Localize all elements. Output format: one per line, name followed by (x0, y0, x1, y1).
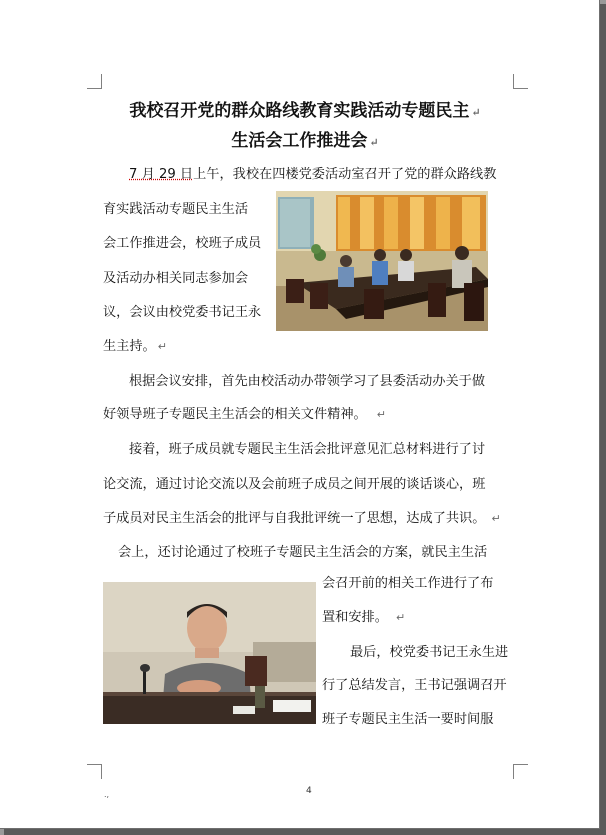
para1-line4: 及活动办相关同志参加会 (103, 271, 249, 286)
para5-line3: 班子专题民主生活一要时间服 (322, 712, 494, 727)
para3-line3 (103, 509, 501, 529)
paragraph-mark: ↵ (491, 512, 501, 525)
crop-mark-top-left (87, 74, 102, 89)
meeting-room-photo (276, 191, 488, 331)
title-text-1: 我校召开党的群众路线教育实践活动专题民主 (129, 101, 470, 121)
title-line-1 (100, 96, 510, 121)
para1-line6 (103, 337, 167, 357)
para2-line1: 根据会议安排，首先由校活动办带领学习了县委活动办关于做 (129, 374, 486, 389)
title-line-2 (100, 126, 510, 151)
para1-line1 (129, 165, 496, 185)
para4-line1: 会上，还讨论通过了校班子专题民主生活会的方案，就民主生活 (118, 545, 488, 560)
para1-line5: 议，会议由校党委书记王永 (103, 305, 262, 320)
paragraph-mark: ↵ (395, 611, 406, 624)
crop-mark-bottom-left (87, 764, 102, 779)
paragraph-mark: ↵ (376, 408, 386, 421)
title-text-2: 生活会工作推进会 (231, 131, 368, 151)
para1-line2: 育实践活动专题民主生活 (103, 202, 249, 217)
secretary-speaking-photo (103, 582, 316, 724)
para4-line2: 会召开前的相关工作进行了布 (322, 576, 494, 591)
para1-line6-text: 生主持。 (103, 339, 156, 354)
page-number: 4 (306, 786, 312, 796)
para2-line2-text: 好领导班子专题民主生活会的相关文件精神。 (103, 407, 367, 422)
para2-line2 (103, 405, 386, 425)
page-shadow-bottom (4, 829, 606, 835)
para5-line2: 行了总结发言，王书记强调召开 (322, 678, 507, 693)
para1-line3: 会工作推进会，校班子成员 (103, 236, 262, 251)
paragraph-mark: ↵ (369, 136, 379, 149)
crop-mark-bottom-right (513, 764, 528, 779)
page-shadow-right (600, 4, 606, 835)
para5-line1: 最后，校党委书记王永生进 (350, 645, 509, 660)
para3-line1: 接着，班子成员就专题民主生活会批评意见汇总材料进行了讨 (129, 442, 486, 457)
paragraph-mark: ↵ (157, 340, 167, 353)
paragraph-mark: ↵ (471, 106, 481, 119)
para3-line3-text: 子成员对民主生活会的批评与自我批评统一了思想，达成了共识。 (103, 511, 486, 526)
para1-line1-text: 上午，我校在四楼党委活动室召开了党的群众路线教 (193, 167, 497, 182)
para4-line3-text: 置和安排。 (322, 610, 388, 625)
crop-mark-top-right (513, 74, 528, 89)
footer-paragraph-mark: ., (104, 790, 110, 799)
para4-line3 (322, 608, 405, 628)
para3-line2: 论交流，通过讨论交流以及会前班子成员之间开展的谈话谈心，班 (103, 477, 486, 492)
meeting-date: 7 月 29 日 (129, 167, 194, 182)
